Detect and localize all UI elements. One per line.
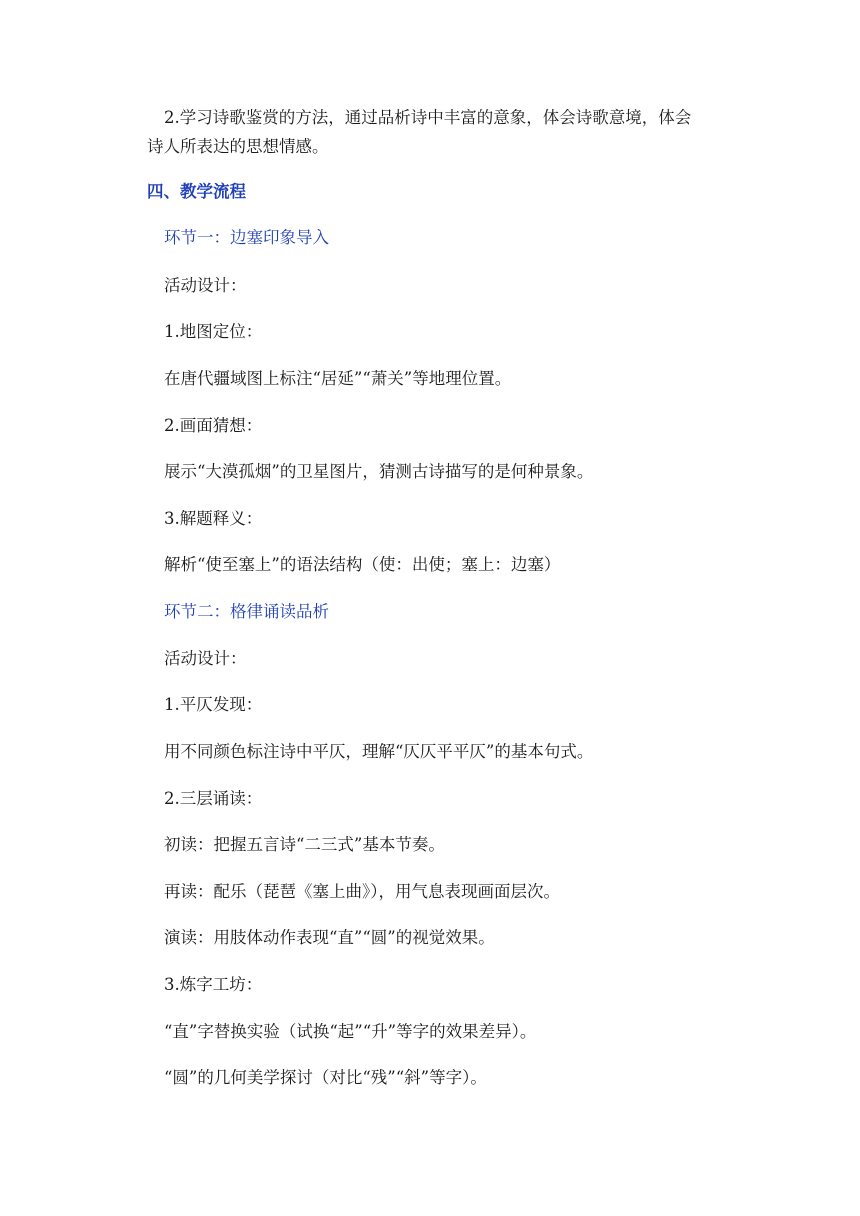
part2-item3-text-a: “直”字替换实验（试换“起”“升”等字的效果差异）。 [164, 1022, 537, 1041]
part1-item3-text: 解析“使至塞上”的语法结构（使：出使；塞上：边塞） [164, 555, 561, 574]
part1-item3-title: 3.解题释义： [164, 509, 263, 528]
part2-title: 环节二：格律诵读品析 [164, 602, 329, 621]
part2-item2-text-b: 再读：配乐（琵琶《塞上曲》），用气息表现画面层次。 [164, 882, 560, 901]
intro-line-1: 2.学习诗歌鉴赏的方法，通过品析诗中丰富的意象，体会诗歌意境，体会 [164, 108, 692, 127]
part2-item2-text-c: 演读：用肢体动作表现“直”“圆”的视觉效果。 [164, 928, 495, 947]
intro-line-2: 诗人所表达的思想情感。 [147, 137, 329, 156]
part2-item1-text: 用不同颜色标注诗中平仄，理解“仄仄平平仄”的基本句式。 [164, 742, 594, 761]
part2-item3-title: 3.炼字工坊： [164, 975, 263, 994]
part2-activity-label: 活动设计： [164, 649, 247, 668]
part2-item2-title: 2.三层诵读： [164, 789, 263, 808]
part1-item2-title: 2.画面猜想： [164, 416, 263, 435]
part1-item1-title: 1.地图定位： [164, 322, 263, 341]
part1-title: 环节一：边塞印象导入 [164, 228, 329, 247]
section-title: 四、教学流程 [147, 182, 246, 201]
part2-item2-text-a: 初读：把握五言诗“二三式”基本节奏。 [164, 835, 445, 854]
part2-item3-text-b: “圆”的几何美学探讨（对比“残”“斜”等字）。 [164, 1068, 487, 1087]
part1-item1-text: 在唐代疆域图上标注“居延”“萧关”等地理位置。 [164, 369, 512, 388]
part1-activity-label: 活动设计： [164, 276, 247, 295]
part2-item1-title: 1.平仄发现： [164, 695, 263, 714]
part1-item2-text: 展示“大漠孤烟”的卫星图片，猜测古诗描写的是何种景象。 [164, 462, 594, 481]
